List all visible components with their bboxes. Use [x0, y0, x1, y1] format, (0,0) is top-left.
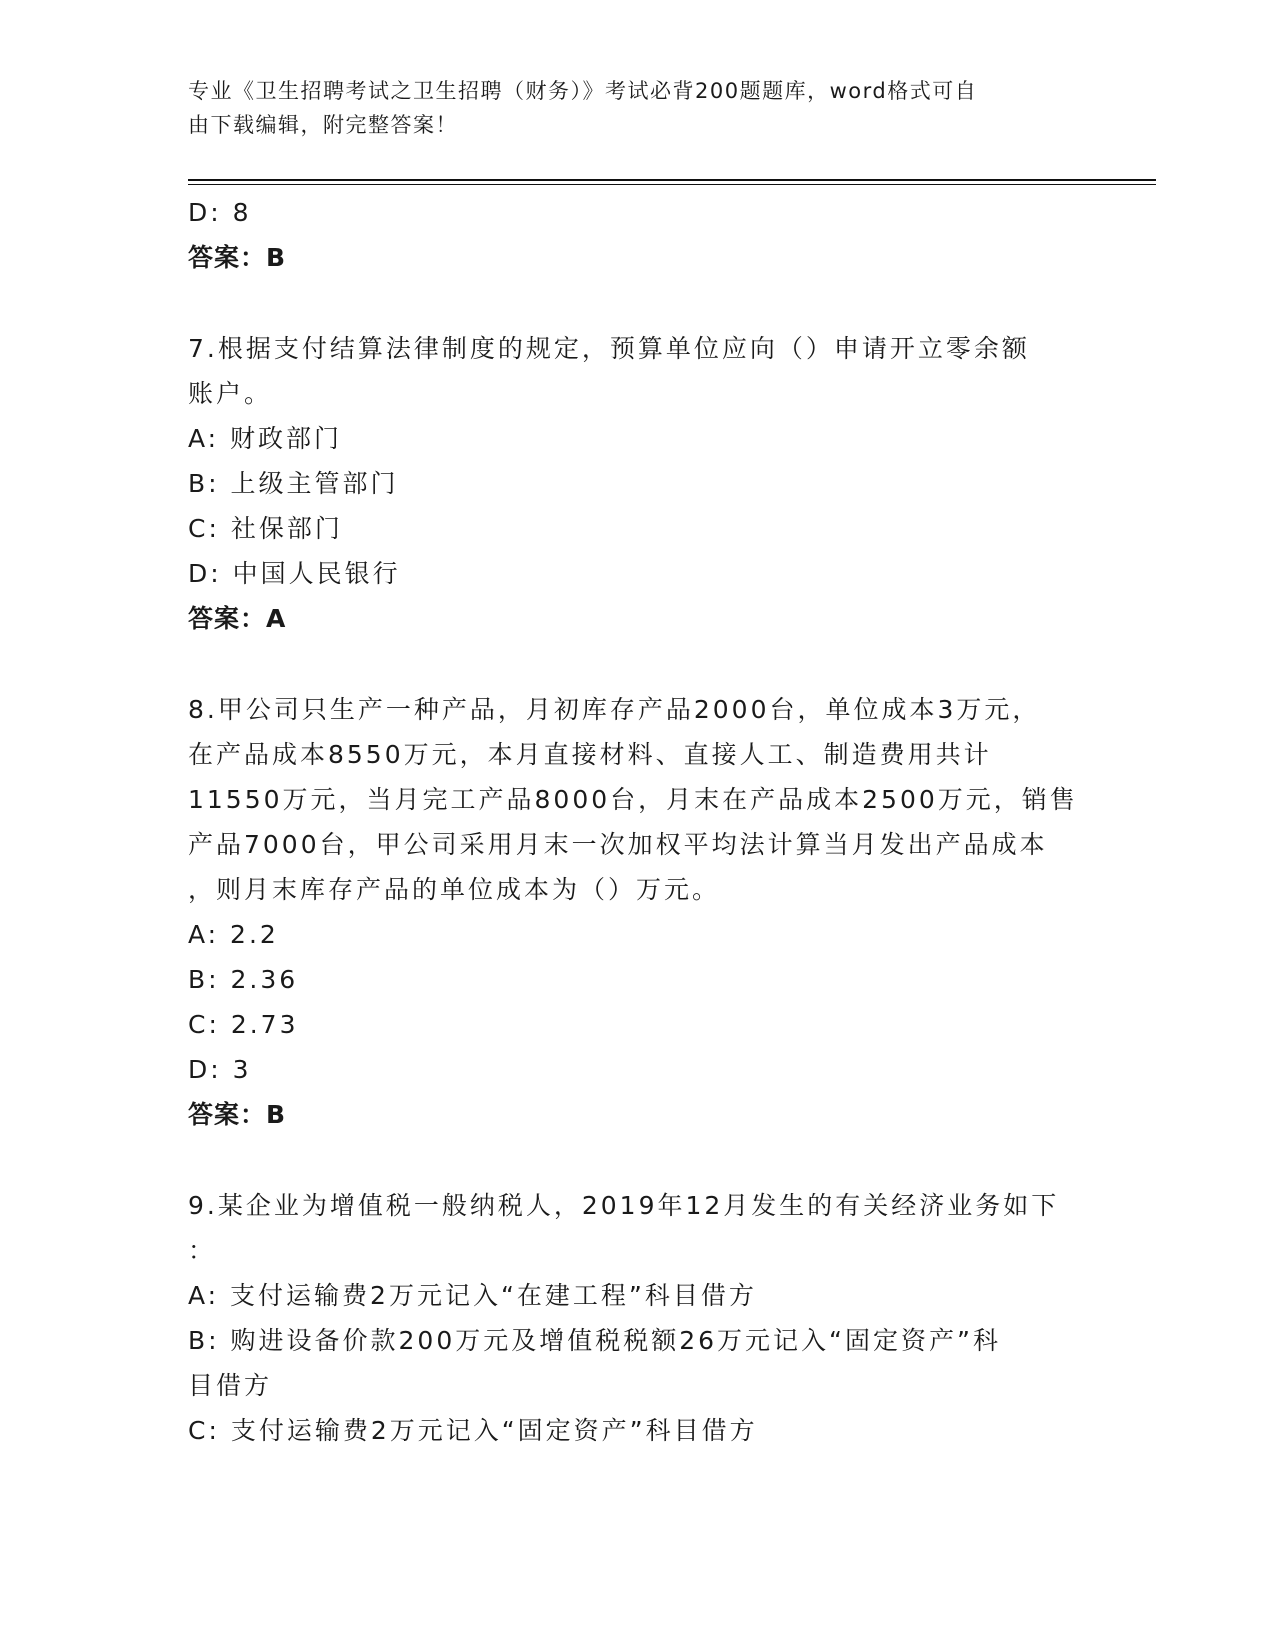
header-line-1: 专业《卫生招聘考试之卫生招聘（财务）》考试必背200题题库，word格式可自 [188, 79, 978, 103]
option-a: A: 2.2 [188, 920, 279, 949]
option-b: B: 购进设备价款200万元及增值税税额26万元记入“固定资产”科 [188, 1326, 1001, 1355]
question-stem-line: 7.根据支付结算法律制度的规定，预算单位应向（）申请开立零余额 [188, 334, 1030, 363]
prev-answer: 答案：B [188, 243, 287, 272]
question-stem-line: 8.甲公司只生产一种产品，月初库存产品2000台，单位成本3万元， [188, 695, 1041, 724]
header-rule-thin [188, 184, 1156, 185]
option-b: B: 2.36 [188, 965, 299, 994]
question-stem-line: ，则月末库存产品的单位成本为（）万元。 [188, 875, 721, 904]
option-c: C: 2.73 [188, 1010, 299, 1039]
spacer [188, 1137, 1088, 1183]
spacer [188, 641, 1088, 687]
option-d: D: 3 [188, 1055, 252, 1084]
question-stem-line: 9.某企业为增值税一般纳税人，2019年12月发生的有关经济业务如下 [188, 1191, 1060, 1220]
prev-option-d: D: 8 [188, 198, 252, 227]
document-header [188, 74, 1068, 142]
question-stem-line: 账户。 [188, 379, 273, 408]
question-stem-line: ： [188, 1236, 217, 1265]
option-d: D: 中国人民银行 [188, 559, 401, 588]
question-8 [188, 687, 1088, 1137]
question-stem-line: 在产品成本8550万元，本月直接材料、直接人工、制造费用共计 [188, 740, 992, 769]
option-a: A: 支付运输费2万元记入“在建工程”科目借方 [188, 1281, 757, 1310]
option-c: C: 支付运输费2万元记入“固定资产”科目借方 [188, 1416, 758, 1445]
option-b: B: 上级主管部门 [188, 469, 399, 498]
spacer [188, 280, 1088, 326]
question-content [188, 190, 1088, 1453]
option-b-continued: 目借方 [188, 1371, 273, 1400]
header-line-2: 由下载编辑，附完整答案！ [188, 113, 458, 137]
header-rule-thick [188, 179, 1156, 181]
question-9 [188, 1183, 1088, 1453]
answer: 答案：A [188, 604, 287, 633]
answer: 答案：B [188, 1100, 287, 1129]
question-7 [188, 326, 1088, 641]
option-c: C: 社保部门 [188, 514, 343, 543]
question-stem-line: 11550万元，当月完工产品8000台，月末在产品成本2500万元，销售 [188, 785, 1078, 814]
option-a: A: 财政部门 [188, 424, 343, 453]
question-stem-line: 产品7000台，甲公司采用月末一次加权平均法计算当月发出产品成本 [188, 830, 1048, 859]
